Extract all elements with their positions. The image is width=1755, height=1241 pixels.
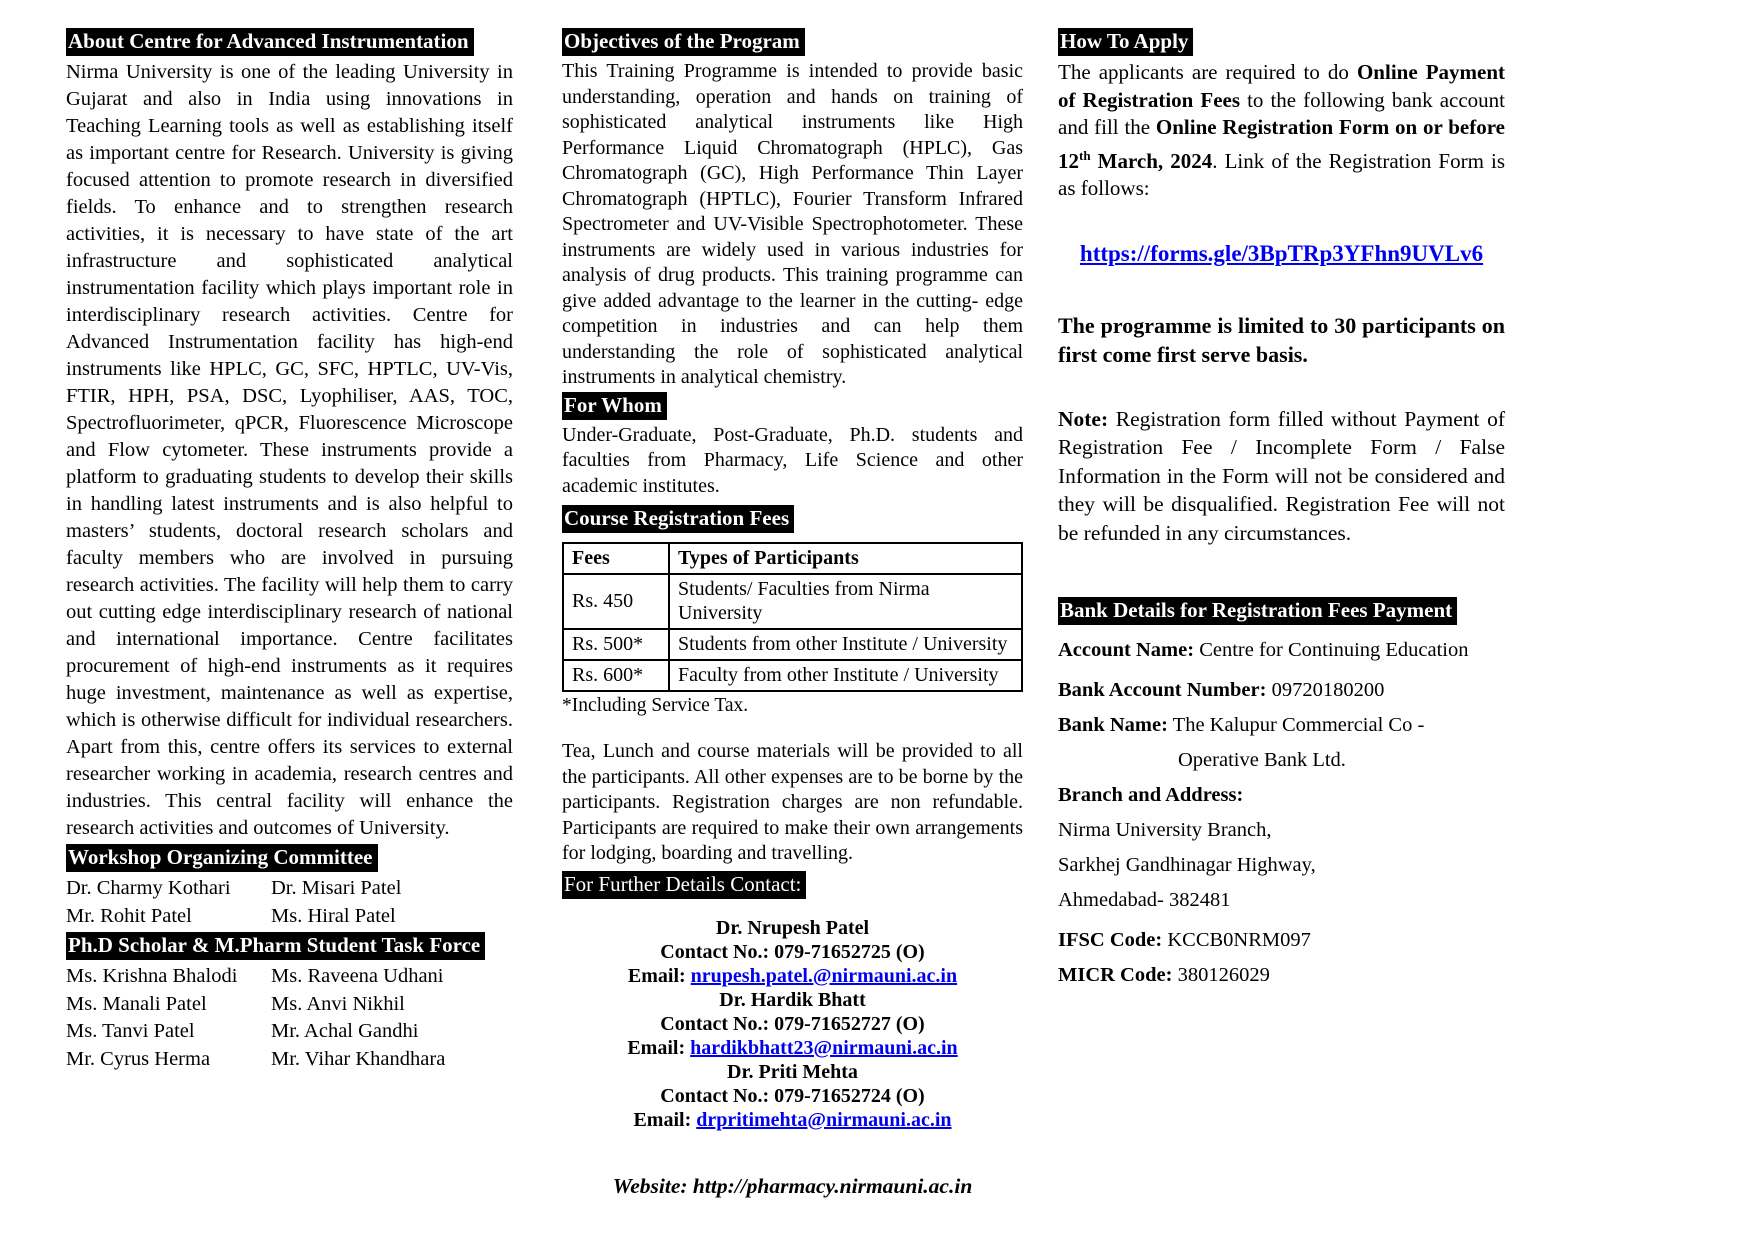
bank-name-line2: Operative Bank Ltd. (1178, 748, 1346, 771)
contact-name: Dr. Priti Mehta (727, 1060, 858, 1083)
forwhom-paragraph: Under-Graduate, Post-Graduate, Ph.D. students and faculties from Pharmacy, Life Science and other academic institutes. (562, 423, 1023, 497)
howto-text: The applicants are required to do (1058, 60, 1357, 84)
ifsc-value: KCCB0NRM097 (1162, 928, 1311, 951)
branch-line: Ahmedabad- 382481 (1058, 888, 1231, 911)
committee-name-list (66, 875, 513, 930)
ifsc-line (1058, 927, 1505, 953)
fee-cell: Rs. 600* (563, 660, 669, 691)
contact-phone: Contact No.: 079-71652724 (O) (660, 1084, 925, 1107)
email-label: Email: (633, 1108, 697, 1131)
howto-text: to the following bank account and fill the (1058, 87, 1505, 139)
email-link[interactable]: hardikbhatt23@nirmauni.ac.in (690, 1036, 958, 1059)
taskforce-section-header: Ph.D Scholar & M.Pharm Student Task Force (66, 932, 485, 960)
micr-value: 380126029 (1172, 963, 1270, 986)
bank-name-label: Bank Name: (1058, 713, 1168, 736)
branch-line: Sarkhej Gandhinagar Highway, (1058, 853, 1316, 876)
howto-bold-date: March, 2024 (1090, 148, 1213, 173)
account-number-value: 09720180200 (1266, 678, 1385, 701)
howto-paragraph (1058, 59, 1505, 203)
logistics-paragraph: Tea, Lunch and course materials will be provided to all the participants. All other expenses are to be borne by the participants. Registration charges are non refundable. Participants are required to make their own arrangements for lodging, boarding and travelling. (562, 740, 1023, 864)
contact-name: Dr. Nrupesh Patel (715, 916, 870, 939)
micr-label: MICR Code: (1058, 963, 1173, 986)
contact-email-line (562, 1108, 1023, 1132)
committee-member: Dr. Misari Patel (271, 877, 402, 899)
bank-name-value: The Kalupur Commercial Co - (1167, 713, 1425, 736)
email-link[interactable]: nrupesh.patel.@nirmauni.ac.in (690, 964, 958, 987)
howto-bold-deadline: Online Registration Form on or before 12 (1058, 115, 1505, 173)
note-text: Registration form filled without Payment of Registration Fee / Incomplete Form / False Information in the Form will not be considered and they will be disqualified. Registration Fee will not be refunded in any circumstances. (1058, 406, 1505, 545)
taskforce-member: Mr. Cyrus Herma (66, 1047, 211, 1070)
contact-card (562, 916, 1023, 1132)
taskforce-member: Ms. Tanvi Patel (66, 1020, 195, 1042)
bank-account-name-line (1058, 637, 1505, 663)
taskforce-member: Ms. Raveena Udhani (271, 965, 444, 987)
contact-phone: Contact No.: 079-71652727 (O) (660, 1012, 925, 1035)
email-label: Email: (627, 964, 691, 987)
participant-cell: Faculty from other Institute / University (669, 660, 1022, 691)
committee-section-header: Workshop Organizing Committee (66, 844, 378, 872)
contact-name: Dr. Hardik Bhatt (719, 988, 866, 1011)
howto-text: . Link of the Registration Form is as follows: (1058, 148, 1505, 200)
account-name-label: Account Name: (1058, 638, 1195, 661)
taskforce-member: Ms. Krishna Bhalodi (66, 965, 238, 987)
fees-section-header: Course Registration Fees (562, 505, 794, 533)
objectives-section-header: Objectives of the Program (562, 28, 805, 56)
fees-table-header-row (563, 543, 1022, 574)
howto-section-header: How To Apply (1058, 28, 1193, 56)
column-about (66, 28, 513, 1073)
email-link[interactable]: drpritimehta@nirmauni.ac.in (696, 1108, 952, 1131)
taskforce-member: Mr. Vihar Khandhara (271, 1047, 446, 1070)
participant-cell: Students/ Faculties from Nirma University (669, 574, 1022, 629)
about-paragraph: Nirma University is one of the leading University in Gujarat and also in India using innovations in Teaching Learning tools as well as establishing itself as important centre for Research. University is giving focused attention to promote research in diversified fields. To enhance and to strengthen research activities, it is necessary to have state of the art infrastructure and sophisticated analytical instrumentation facility which plays important role in interdisciplinary research activities. Centre for Advanced Instrumentation facility has high-end instruments like HPLC, GC, SFC, HPTLC, UV-Vis, FTIR, HPH, PSA, DSC, Lyophiliser, AAS, TOC, Spectrofluorimeter, qPCR, Fluorescence Microscope and Flow cytometer. These instruments provide a platform to graduating students to develop their skills in handling latest instruments and is also helpful to masters’ students, doctoral research scholars and faculty members who are involved in pursuing research activities. The facility will help them to carry out cutting edge interdisciplinary research of national and international importance. Centre facilitates procurement of high-end instruments as it requires huge investment, maintenance as well as expertise, which is otherwise difficult for individual researchers. Apart from this, centre offers its services to external researcher working in academia, research centres and industries. This central facility will enhance the research activities and outcomes of University. (66, 61, 513, 839)
taskforce-member: Ms. Manali Patel (66, 992, 207, 1015)
micr-line (1058, 962, 1505, 988)
fees-column-header: Fees (563, 543, 669, 574)
registration-form-link-wrap (1058, 241, 1505, 267)
account-name-value: Centre for Continuing Education (1194, 638, 1469, 661)
fee-cell: Rs. 500* (563, 629, 669, 660)
bank-name-line (1058, 712, 1505, 738)
column-apply (1058, 28, 1505, 988)
ordinal-superscript: th (1079, 147, 1091, 163)
participant-cell: Students from other Institute / University (669, 629, 1022, 660)
forwhom-section-header: For Whom (562, 392, 667, 420)
contact-email-line (562, 964, 1023, 988)
participant-limit-text: The programme is limited to 30 participants on first come first serve basis. (1058, 312, 1505, 367)
taskforce-member: Ms. Anvi Nikhil (271, 992, 405, 1015)
column-program (562, 28, 1023, 1199)
note-paragraph (1058, 405, 1505, 548)
table-row (563, 574, 1022, 629)
howto-bold-payment: Online Payment of Registration Fees (1058, 60, 1506, 112)
branch-line: Nirma University Branch, (1058, 818, 1272, 841)
bank-details-section-header: Bank Details for Registration Fees Payment (1058, 597, 1457, 625)
account-number-label: Bank Account Number: (1058, 678, 1267, 701)
fees-table (562, 542, 1023, 692)
contact-email-line (562, 1036, 1023, 1060)
taskforce-member: Mr. Achal Gandhi (271, 1020, 419, 1042)
committee-member: Ms. Hiral Patel (271, 904, 396, 927)
table-row (563, 660, 1022, 691)
objectives-paragraph: This Training Programme is intended to provide basic understanding, operation and hands on training of sophisticated analytical instruments like High Performance Liquid Chromatograph (HPLC), Gas Chromatograph (GC), High Performance Thin Layer Chromatograph (HPTLC), Fourier Transform Infrared Spectrometer and UV-Visible Spectrophotometer. These instruments are widely used in various industries for analysis of drug products. This training programme can give added advantage to the learner in the cutting- edge competition in industries and can help them understanding the role of sophisticated analytical instruments in analytical chemistry. (562, 60, 1023, 388)
fee-cell: Rs. 450 (563, 574, 669, 629)
taskforce-name-list (66, 963, 513, 1073)
contact-section-header: For Further Details Contact: (562, 871, 806, 899)
bank-account-number-line (1058, 677, 1505, 703)
branch-address-label: Branch and Address: (1058, 783, 1244, 806)
table-row (563, 629, 1022, 660)
committee-member: Dr. Charmy Kothari (66, 877, 231, 899)
note-label: Note: (1058, 406, 1109, 431)
contact-phone: Contact No.: 079-71652725 (O) (660, 940, 925, 963)
service-tax-note: *Including Service Tax. (562, 695, 749, 716)
ifsc-label: IFSC Code: (1058, 928, 1163, 951)
email-label: Email: (627, 1036, 691, 1059)
about-section-header: About Centre for Advanced Instrumentation (66, 28, 474, 56)
website-line: Website: http://pharmacy.nirmauni.ac.in (612, 1173, 973, 1198)
participants-column-header: Types of Participants (669, 543, 1022, 574)
committee-member: Mr. Rohit Patel (66, 904, 192, 927)
registration-form-link[interactable]: https://forms.gle/3BpTRp3YFhn9UVLv6 (1079, 240, 1484, 266)
